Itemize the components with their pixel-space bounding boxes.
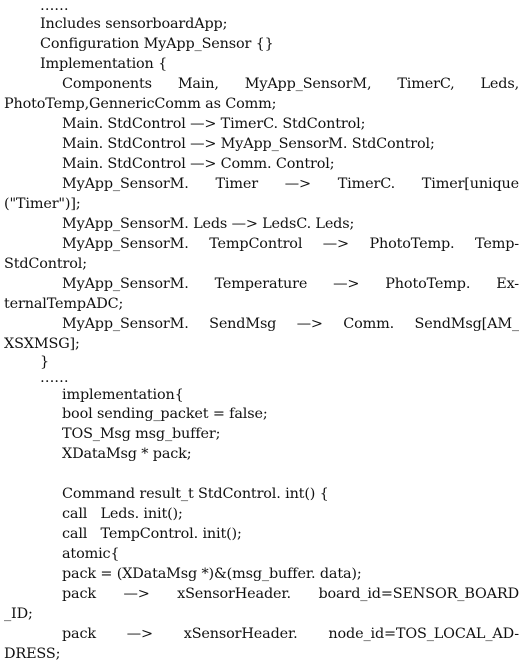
node-id-line: pack —> xSensorHeader. node_id=TOS_LOCAL_AD- (62, 626, 519, 642)
wiring-timer-unique-line: MyApp_SensorM. Timer —> TimerC. Timer[unique (62, 176, 519, 192)
sendmsg-continuation-line: XSXMSG]; (4, 336, 80, 352)
blank-line (0, 464, 519, 484)
call-tempcontrol-init-line: call TempControl. init(); (62, 526, 242, 542)
temperature-continuation-line: ternalTempADC; (4, 296, 124, 312)
pack-assign-line: pack = (XDataMsg *)&(msg_buffer. data); (62, 566, 362, 582)
sending-packet-line: bool sending_packet = false; (62, 406, 268, 422)
configuration-line: Configuration MyApp_Sensor {} (40, 36, 274, 52)
wiring-comm-line: Main. StdControl —> Comm. Control; (62, 156, 335, 172)
ellipsis-line-2: …… (40, 370, 69, 386)
wiring-sensorm-line: Main. StdControl —> MyApp_SensorM. StdControl; (62, 136, 435, 152)
implementation-line: Implementation { (40, 56, 168, 72)
call-leds-init-line: call Leds. init(); (62, 506, 183, 522)
command-init-line: Command result_t StdControl. int() { (62, 486, 329, 502)
pack-decl-line: XDataMsg * pack; (62, 446, 192, 462)
timer-unique-continuation-line: ("Timer")]; (4, 196, 81, 212)
wiring-tempcontrol-line: MyApp_SensorM. TempControl —> PhotoTemp. Temp- (62, 236, 519, 252)
closing-brace-line: } (40, 354, 50, 370)
atomic-line: atomic{ (62, 546, 120, 562)
includes-line: Includes sensorboardApp; (40, 16, 228, 32)
msg-buffer-line: TOS_Msg msg_buffer; (62, 426, 221, 442)
board-id-continuation-line: _ID; (4, 606, 33, 622)
wiring-sendmsg-line: MyApp_SensorM. SendMsg —> Comm. SendMsg[AM_ (62, 316, 519, 332)
wiring-temperature-line: MyApp_SensorM. Temperature —> PhotoTemp. Ex- (62, 276, 519, 292)
board-id-line: pack —> xSensorHeader. board_id=SENSOR_BOARD (62, 586, 519, 602)
node-id-continuation-line: DRESS; (4, 646, 61, 662)
ellipsis-line: …… (40, 0, 69, 14)
components-continuation-line: PhotoTemp,GennericComm as Comm; (4, 96, 277, 112)
wiring-timer-line: Main. StdControl —> TimerC. StdControl; (62, 116, 366, 132)
components-line: Components Main, MyApp_SensorM, TimerC, Leds, (62, 76, 519, 92)
wiring-leds-line: MyApp_SensorM. Leds —> LedsC. Leds; (62, 216, 355, 232)
tempcontrol-continuation-line: StdControl; (4, 256, 87, 272)
module-implementation-line: implementation{ (62, 387, 184, 403)
